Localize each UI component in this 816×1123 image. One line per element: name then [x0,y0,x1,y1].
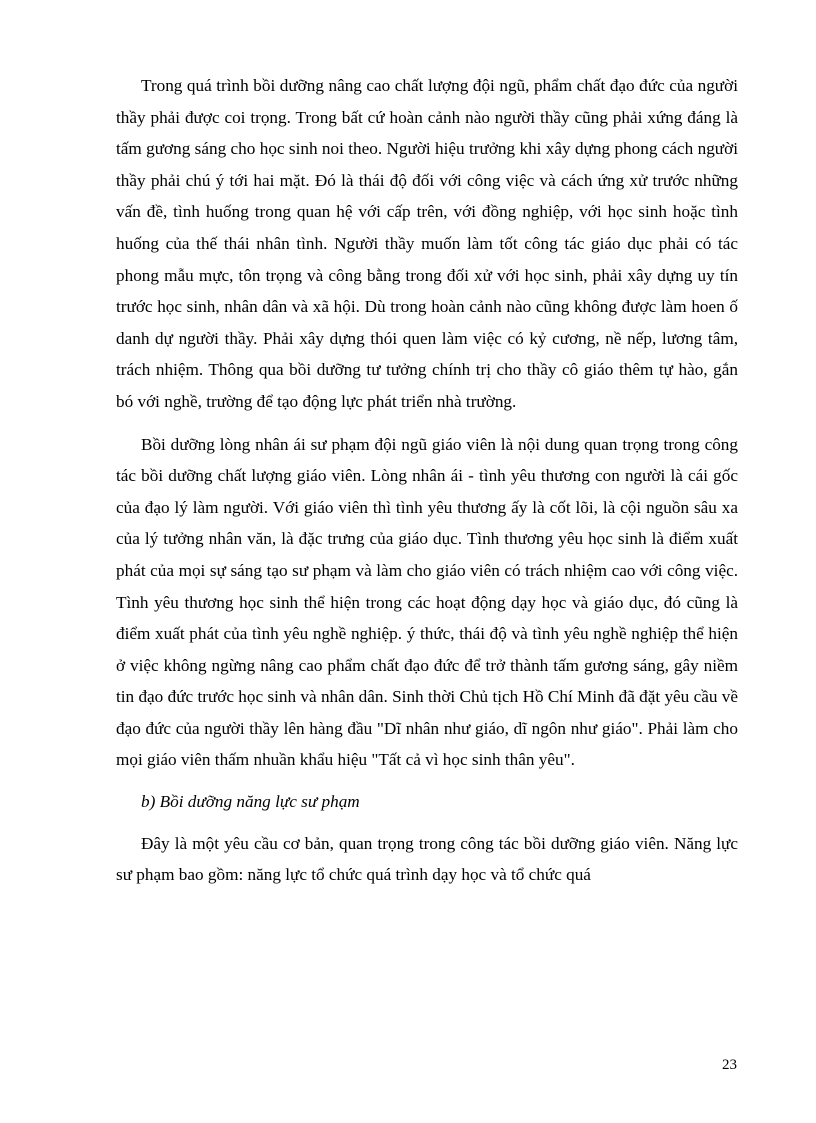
page-number: 23 [722,1057,737,1073]
page-body [116,70,738,891]
paragraph-pedagogical-capacity: Đây là một yêu cầu cơ bản, quan trọng trong công tác bồi dưỡng giáo viên. Năng lực sư phạm bao gồm: năng lực tổ chức quá trình dạy học và tổ chức quá [116,833,738,885]
section-heading: b) Bồi dưỡng năng lực sư phạm [141,792,360,812]
paragraph-pedagogical-compassion: Bồi dưỡng lòng nhân ái sư phạm đội ngũ giáo viên là nội dung quan trọng trong công tác bồi dưỡng chất lượng giáo viên. Lòng nhân ái - tình yêu thương con người là cái gốc của đạo lý làm người. Với giáo viên thì tình yêu thương ấy là cốt lõi, là cội nguồn sâu xa của lý tưởng nhân văn, là đặc trưng của giáo dục. Tình thương yêu học sinh là điểm xuất phát của mọi sự sáng tạo sư phạm và làm cho giáo viên có trách nhiệm cao với công việc. Tình yêu thương học sinh thể hiện trong các hoạt động dạy học và giáo dục, đó cũng là điểm xuất phát của tình yêu nghề nghiệp. ý thức, thái độ và tình yêu nghề nghiệp thể hiện ở việc không ngừng nâng cao phẩm chất đạo đức để trở thành tấm gương sáng, gây niềm tin đạo đức trước học sinh và nhân dân. Sinh thời Chủ tịch Hồ Chí Minh đã đặt yêu cầu về đạo đức của người thầy lên hàng đầu "Dĩ nhân như giáo, dĩ ngôn như giáo". Phải làm cho mọi giáo viên thấm nhuần khẩu hiệu "Tất cả vì học sinh thân yêu". [116,434,738,770]
paragraph-teacher-ethics: Trong quá trình bồi dưỡng nâng cao chất lượng đội ngũ, phẩm chất đạo đức của người thầy phải được coi trọng. Trong bất cứ hoàn cảnh nào người thầy cũng phải xứng đáng là tấm gương sáng cho học sinh noi theo. Người hiệu trưởng khi xây dựng phong cách người thầy phải chú ý tới hai mặt. Đó là thái độ đối với công việc và cách ứng xử trước những vấn đề, tình huống trong quan hệ với cấp trên, với đồng nghiệp, với học sinh hoặc tình huống của thế thái nhân tình. Người thầy muốn làm tốt công tác giáo dục phải có tác phong mẫu mực, tôn trọng và công bằng trong đối xử với học sinh, phải xây dựng uy tín trước học sinh, nhân dân và xã hội. Dù trong hoàn cảnh nào cũng không được làm hoen ố danh dự người thầy. Phải xây dựng thói quen làm việc có kỷ cương, nề nếp, lương tâm, trách nhiệm. Thông qua bồi dưỡng tư tưởng chính trị cho thầy cô giáo thêm tự hào, gắn bó với nghề, trường để tạo động lực phát triển nhà trường. [116,76,738,411]
